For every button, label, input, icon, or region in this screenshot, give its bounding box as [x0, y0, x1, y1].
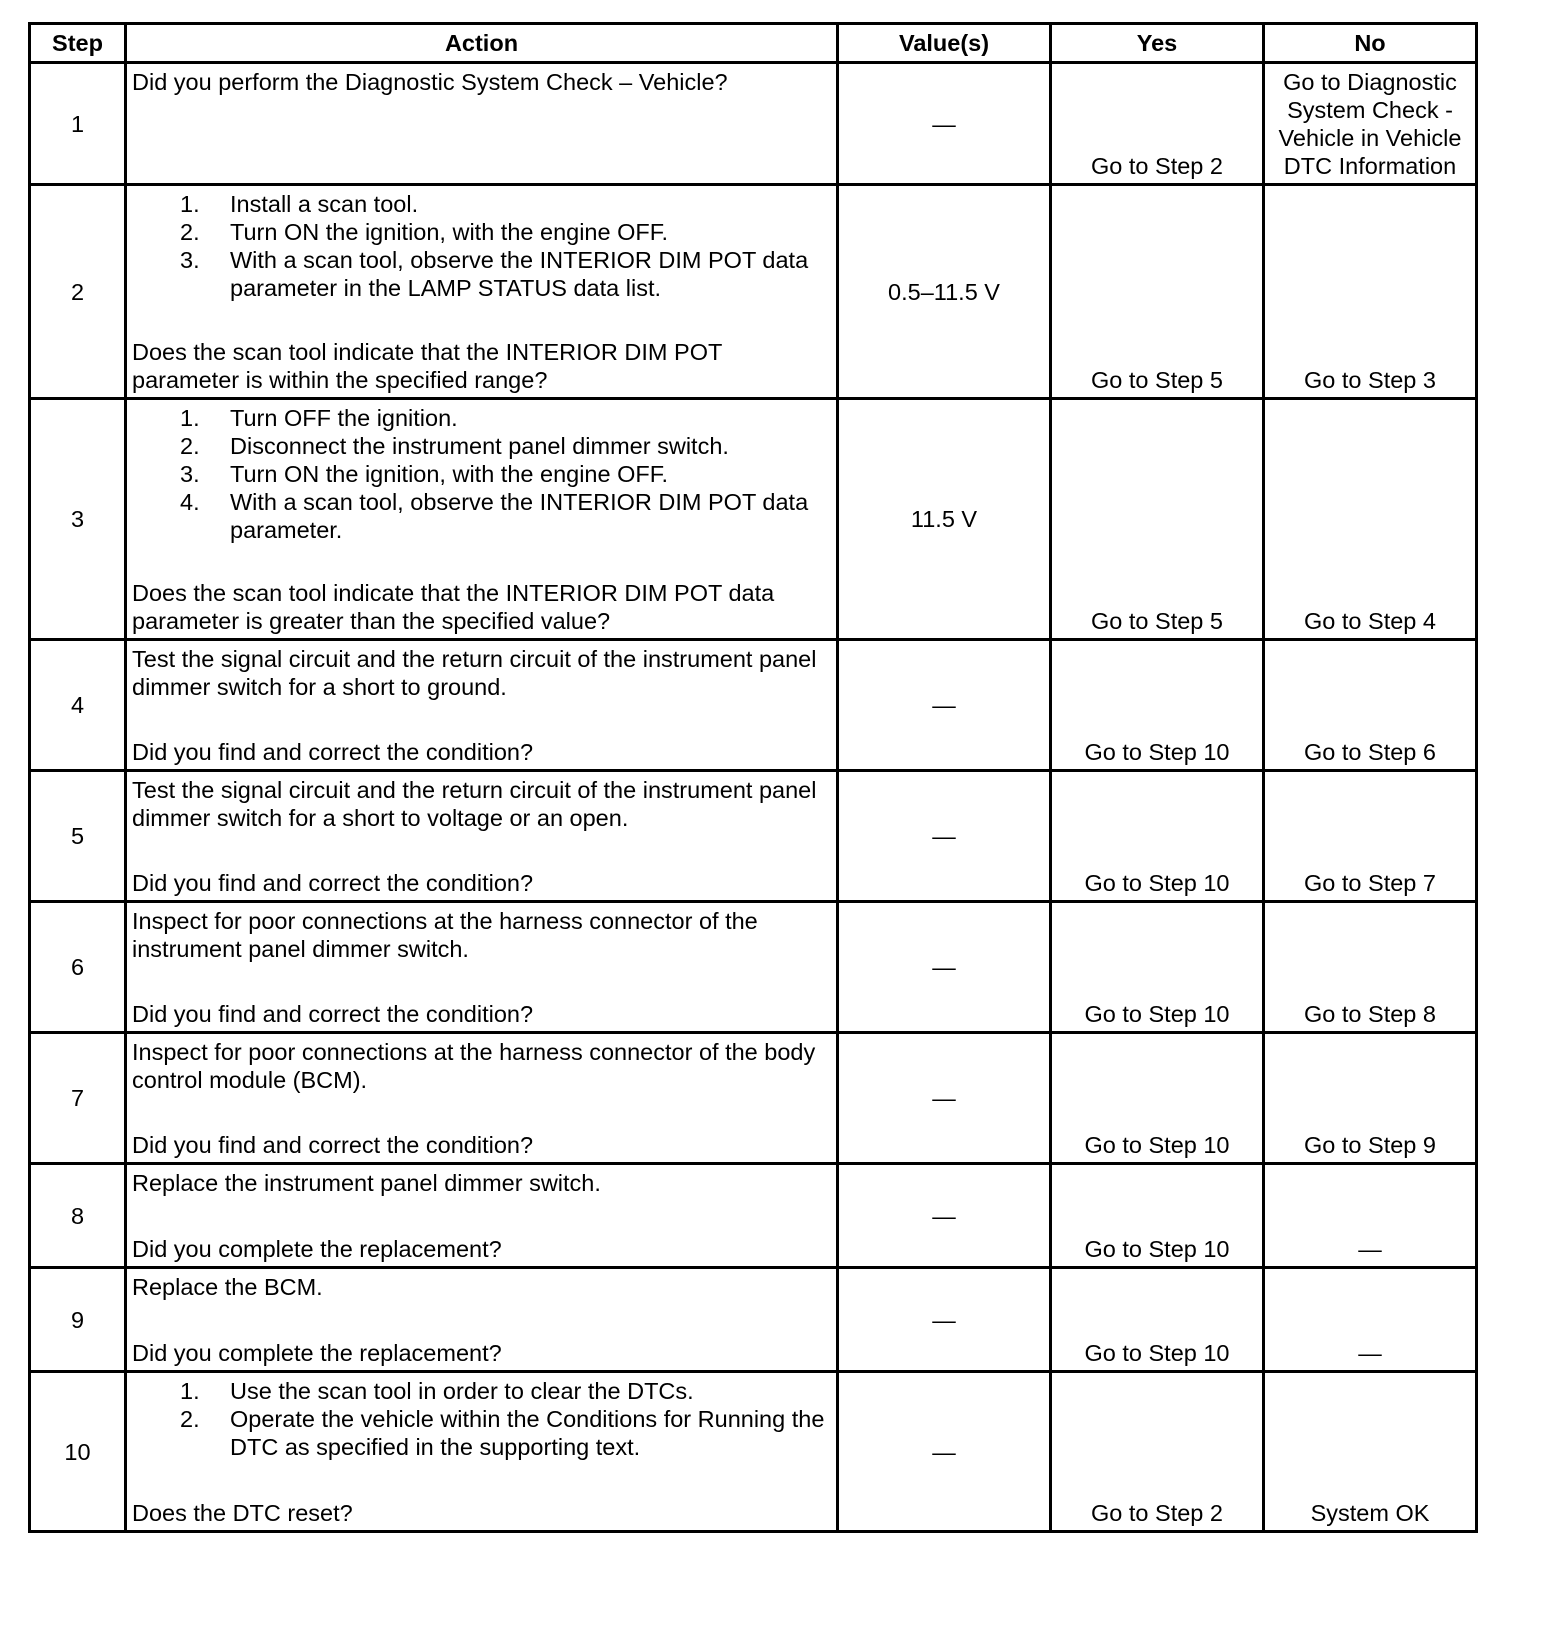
step-number: 2	[30, 185, 126, 399]
header-values: Value(s)	[838, 24, 1051, 63]
action-intro: Test the signal circuit and the return circuit of the instrument panel dimmer switch for a short to voltage or an open.	[132, 777, 817, 831]
action-intro: Did you perform the Diagnostic System Check – Vehicle?	[132, 69, 728, 95]
value-cell: —	[838, 63, 1051, 185]
action-step-text: Turn ON the ignition, with the engine OFF.	[230, 219, 669, 245]
diagnostic-table	[28, 22, 1478, 1533]
action-question: Does the scan tool indicate that the INTERIOR DIM POT data parameter is greater than the specified value?	[132, 580, 775, 634]
action-intro: Inspect for poor connections at the harness connector of the body control module (BCM).	[132, 1039, 816, 1093]
table-row	[30, 399, 1477, 640]
yes-cell: Go to Step 10	[1051, 771, 1264, 902]
action-question: Did you find and correct the condition?	[132, 1001, 534, 1027]
action-step-text: Turn ON the ignition, with the engine OFF.	[230, 461, 669, 487]
step-number: 4	[30, 640, 126, 771]
action-cell	[126, 1164, 838, 1268]
value-cell: —	[838, 771, 1051, 902]
no-cell: —	[1264, 1268, 1477, 1372]
action-step-item	[180, 460, 832, 488]
action-step-list	[132, 190, 832, 302]
action-step-text: Use the scan tool in order to clear the DTCs.	[230, 1378, 694, 1404]
yes-cell: Go to Step 2	[1051, 63, 1264, 185]
table-row	[30, 1372, 1477, 1532]
action-step-text: With a scan tool, observe the INTERIOR DIM POT data parameter.	[230, 489, 809, 543]
action-step-number: 2.	[180, 219, 200, 245]
step-number: 6	[30, 902, 126, 1033]
no-cell: Go to Diagnostic System Check - Vehicle in Vehicle DTC Information	[1264, 63, 1477, 185]
value-cell: —	[838, 1164, 1051, 1268]
table-body	[30, 63, 1477, 1532]
step-number: 8	[30, 1164, 126, 1268]
value-cell: —	[838, 902, 1051, 1033]
yes-cell: Go to Step 10	[1051, 640, 1264, 771]
action-cell	[126, 771, 838, 902]
no-cell: Go to Step 3	[1264, 185, 1477, 399]
table-row	[30, 185, 1477, 399]
table-row	[30, 640, 1477, 771]
no-cell: System OK	[1264, 1372, 1477, 1532]
action-question: Does the DTC reset?	[132, 1500, 353, 1526]
action-step-item	[180, 1405, 832, 1461]
step-number: 1	[30, 63, 126, 185]
action-step-item	[180, 1377, 832, 1405]
action-cell	[126, 1268, 838, 1372]
action-intro: Inspect for poor connections at the harness connector of the instrument panel dimmer switch.	[132, 908, 758, 962]
action-step-item	[180, 246, 832, 302]
action-step-text: Turn OFF the ignition.	[230, 405, 458, 431]
action-cell	[126, 1372, 838, 1532]
table-row	[30, 1268, 1477, 1372]
action-step-text: Install a scan tool.	[230, 191, 419, 217]
table-row	[30, 1033, 1477, 1164]
action-step-list	[132, 404, 832, 544]
value-cell: 0.5–11.5 V	[838, 185, 1051, 399]
action-cell	[126, 640, 838, 771]
action-cell	[126, 63, 838, 185]
diagnostic-table-container	[28, 22, 1478, 1533]
no-cell: Go to Step 4	[1264, 399, 1477, 640]
action-question: Did you find and correct the condition?	[132, 1132, 534, 1158]
table-header-row	[30, 24, 1477, 63]
action-intro: Replace the instrument panel dimmer switch.	[132, 1170, 601, 1196]
action-step-item	[180, 488, 832, 544]
action-cell	[126, 399, 838, 640]
action-step-item	[180, 432, 832, 460]
header-yes: Yes	[1051, 24, 1264, 63]
yes-cell: Go to Step 5	[1051, 399, 1264, 640]
action-step-item	[180, 404, 832, 432]
value-cell: —	[838, 1268, 1051, 1372]
action-step-text: Disconnect the instrument panel dimmer switch.	[230, 433, 729, 459]
action-step-item	[180, 190, 832, 218]
action-cell	[126, 902, 838, 1033]
no-cell: Go to Step 6	[1264, 640, 1477, 771]
action-step-number: 1.	[180, 405, 200, 431]
no-cell: —	[1264, 1164, 1477, 1268]
table-row	[30, 902, 1477, 1033]
header-no: No	[1264, 24, 1477, 63]
yes-cell: Go to Step 10	[1051, 1268, 1264, 1372]
header-step: Step	[30, 24, 126, 63]
action-question: Did you find and correct the condition?	[132, 870, 534, 896]
action-question: Did you complete the replacement?	[132, 1236, 502, 1262]
table-row	[30, 1164, 1477, 1268]
yes-cell: Go to Step 5	[1051, 185, 1264, 399]
value-cell: —	[838, 640, 1051, 771]
no-cell: Go to Step 8	[1264, 902, 1477, 1033]
action-step-number: 1.	[180, 191, 200, 217]
no-cell: Go to Step 9	[1264, 1033, 1477, 1164]
action-cell	[126, 185, 838, 399]
value-cell: —	[838, 1033, 1051, 1164]
action-question: Did you find and correct the condition?	[132, 739, 534, 765]
action-question: Did you complete the replacement?	[132, 1340, 502, 1366]
action-step-list	[132, 1377, 832, 1461]
action-step-number: 3.	[180, 247, 200, 273]
action-step-number: 1.	[180, 1378, 200, 1404]
no-cell: Go to Step 7	[1264, 771, 1477, 902]
action-step-text: With a scan tool, observe the INTERIOR DIM POT data parameter in the LAMP STATUS data list.	[230, 247, 809, 301]
action-cell	[126, 1033, 838, 1164]
action-step-number: 2.	[180, 433, 200, 459]
action-step-number: 4.	[180, 489, 200, 515]
action-intro: Test the signal circuit and the return circuit of the instrument panel dimmer switch for a short to ground.	[132, 646, 817, 700]
step-number: 5	[30, 771, 126, 902]
header-action: Action	[126, 24, 838, 63]
action-intro: Replace the BCM.	[132, 1274, 323, 1300]
yes-cell: Go to Step 10	[1051, 1164, 1264, 1268]
yes-cell: Go to Step 10	[1051, 1033, 1264, 1164]
action-step-number: 2.	[180, 1406, 200, 1432]
step-number: 3	[30, 399, 126, 640]
action-question: Does the scan tool indicate that the INTERIOR DIM POT parameter is within the specified range?	[132, 339, 722, 393]
table-row	[30, 63, 1477, 185]
action-step-number: 3.	[180, 461, 200, 487]
yes-cell: Go to Step 2	[1051, 1372, 1264, 1532]
action-step-item	[180, 218, 832, 246]
step-number: 7	[30, 1033, 126, 1164]
yes-cell: Go to Step 10	[1051, 902, 1264, 1033]
table-row	[30, 771, 1477, 902]
value-cell: 11.5 V	[838, 399, 1051, 640]
step-number: 9	[30, 1268, 126, 1372]
action-step-text: Operate the vehicle within the Conditions for Running the DTC as specified in the supporting text.	[230, 1406, 825, 1460]
value-cell: —	[838, 1372, 1051, 1532]
step-number: 10	[30, 1372, 126, 1532]
